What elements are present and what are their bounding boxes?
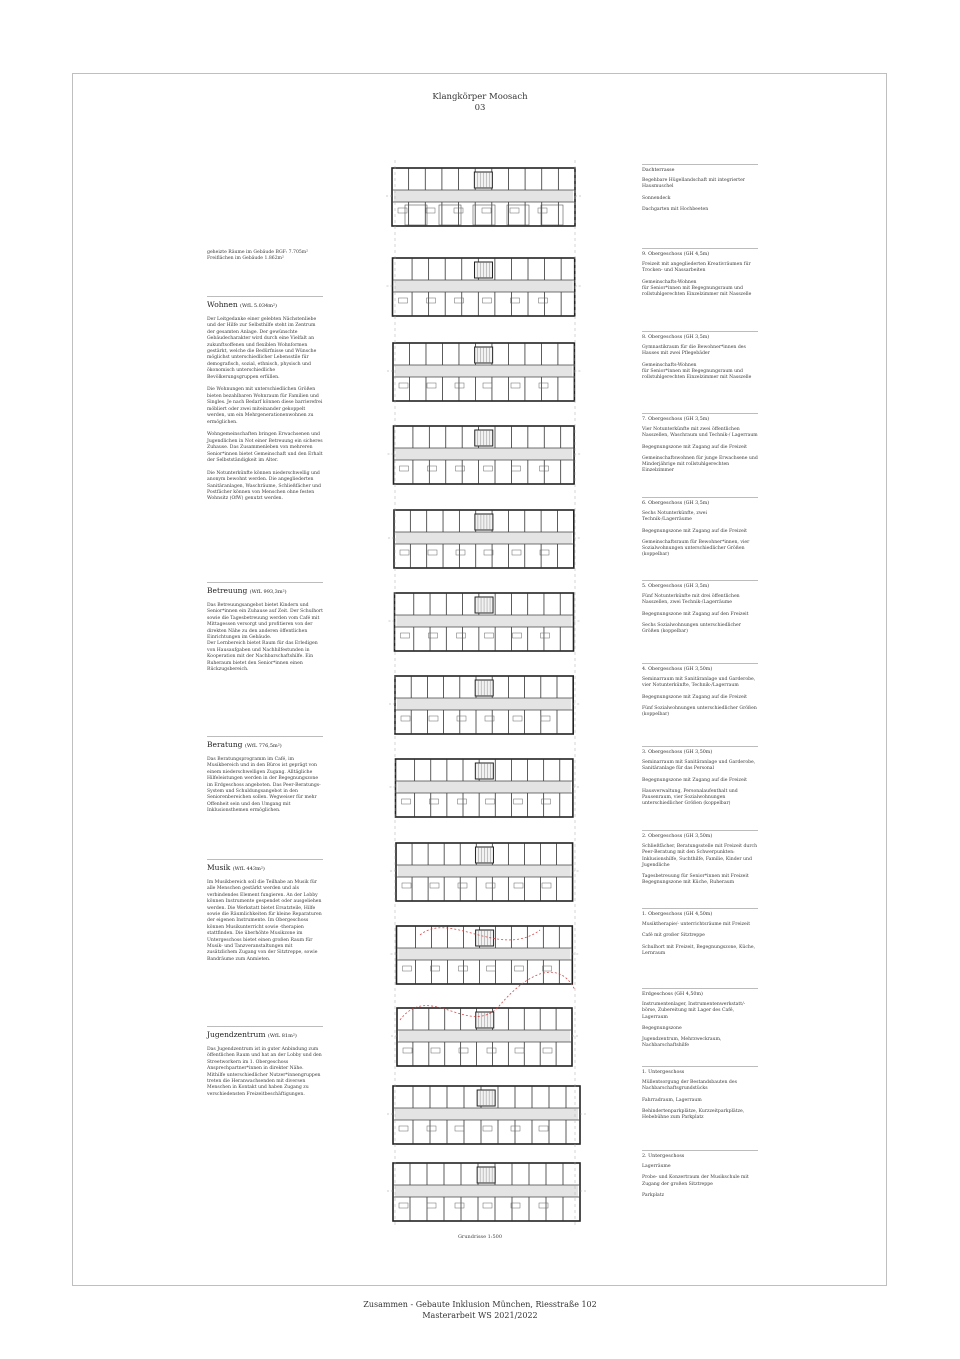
- floor-heading: 8. Obergeschoss (GH 3,5m): [642, 335, 710, 340]
- furniture: [429, 716, 438, 721]
- furniture: [538, 208, 547, 213]
- section-title: Beratung: [207, 740, 243, 749]
- floor-item: Probe- und Konzertraum der Musikschule mit Zugang der großen Sitztreppe: [642, 1175, 749, 1187]
- section-body: Das Jugendzentrum ist in guter Anbindung zum öffentlichen Raum und hat an der Lobby und den Streetworkern im 1. Obergeschoss Ansprechpartner*innen in direkter Nähe. Mithilfe unterschiedlicher Nutzer*innengruppen treten die Heranwachsenden mit diversen Menschen in Kontakt und haben Zugang zu verschiedensten Freizeitbeschäftigungen.: [207, 1047, 322, 1097]
- floor-item: Schließfächer, Beratungsstelle mit Freizeit durch Peer-Beratung mit den Schwerpunkten: Inklusionshilfe, Suchthilfe, Familie, Kinder und Jugendliche: [642, 844, 758, 868]
- furniture: [457, 633, 466, 638]
- furniture: [514, 883, 523, 888]
- furniture: [541, 716, 550, 721]
- floor-item: Begegnungszone mit Zugang auf die Freizeit: [642, 694, 747, 700]
- section-area: (WfL 81m²): [267, 1033, 297, 1039]
- floor-heading: 1. Untergeschoss: [642, 1070, 685, 1075]
- furniture: [400, 550, 409, 555]
- floor-plan-5-og: [389, 593, 580, 651]
- floor-plan-3-og: [390, 759, 579, 817]
- furniture: [427, 1203, 436, 1208]
- floor-item: Müllentsorgung der Bestandsbauten des Nachbarschaftsgrundstücks: [642, 1080, 737, 1092]
- furniture: [455, 1203, 464, 1208]
- furniture: [513, 633, 522, 638]
- circulation-zone: [399, 948, 571, 960]
- floor-item: Café mit großer Sitztreppe: [642, 933, 705, 939]
- floor-heading: 1. Obergeschoss (GH 4,50m): [642, 912, 713, 917]
- floor-heading: 6. Obergeschoss (GH 3,5m): [642, 501, 710, 506]
- floor-plan-6-og: [388, 510, 580, 568]
- furniture: [427, 383, 436, 388]
- floor-item: Sechs Sozialwohnungen unterschiedlicher Größen (koppelbar): [642, 622, 741, 635]
- floor-item: Gemeinschaftsraum für Bewohner*innen, vier Sozialwohnungen unterschiedlicher Größen (koppelbar): [642, 539, 750, 558]
- floor-item: Jugendzentrum, Mehrzweckraum, Nachbarschaftshilfe: [642, 1037, 722, 1049]
- floor-item: Begegnungszone mit Zugang auf den Freizeit: [642, 611, 749, 617]
- floor-plan-7-og: [388, 426, 581, 484]
- furniture: [399, 298, 408, 303]
- floor-item: Schulhort mit Freizeit, Begegnungszone, Küche, Lernraum: [642, 944, 756, 956]
- furniture: [511, 298, 520, 303]
- circulation-zone: [395, 280, 573, 292]
- furniture: [510, 208, 519, 213]
- floor-heading: 2. Untergeschoss: [642, 1154, 685, 1159]
- furniture: [428, 466, 437, 471]
- section-body: Das Betreuungsangebot bietet Kindern und Senior*innen ein Zuhause auf Zeit. Der Schulhort sowie die Tagesbetreuung werden vom Café mit Mittagessen versorgt und profitieren von der direkten Nähe zu den anderen öffentlichen Einrichtungen im Gebäude. Der Lernbereich bietet Raum für das Erledigen von Hausaufgaben und Nachhilfestunden in Kooperation mit der Nachbarschaftshilfe. Ein Ruheraum bietet den Senior*innen einen Rückzugsbereich.: [207, 603, 323, 673]
- floor-item: Gemeinschafts-Wohnen für Senior*innen mit Begegnungsraum und rollstuhlgerechten Einzelzimmer mit Nasszelle: [642, 362, 752, 381]
- furniture: [485, 716, 494, 721]
- furniture: [542, 883, 551, 888]
- section-area: (WfL 776,5m²): [244, 743, 282, 749]
- floor-item: Fahrradraum, Lagerraum: [642, 1097, 702, 1103]
- furniture: [398, 208, 407, 213]
- section-area: (WfL 993,3m²): [249, 589, 287, 595]
- circulation-zone: [396, 448, 573, 460]
- circulation-zone: [397, 615, 572, 627]
- furniture: [511, 1126, 520, 1131]
- furniture: [458, 799, 467, 804]
- furniture: [482, 208, 491, 213]
- floor-item: Vier Notunterkünfte mit zwei öffentlichen Nasszellen, Waschraum und Technik-/ Lagerraum: [642, 427, 758, 439]
- page-number: 03: [474, 103, 486, 113]
- furniture: [514, 799, 523, 804]
- furniture: [539, 1203, 548, 1208]
- footer: [0, 1300, 960, 1321]
- floor-item: Gemeinschaftswohnen für junge Erwachsene und Minderjährige mit rollstuhlgerechten Einzelzimmer: [642, 455, 758, 474]
- floor-item: Gymnastikraum für die Bewohner*innen des Hauses mit zwei Pflegebäder: [642, 345, 746, 357]
- furniture: [426, 208, 435, 213]
- circulation-zone: [395, 1108, 578, 1120]
- floor-plan-8-og: [387, 343, 580, 401]
- drawing-caption: Grundrisse 1:500: [457, 1234, 503, 1240]
- floor-plan-dachterrasse: [386, 168, 581, 226]
- floor-item: Begegnungszone: [642, 1025, 682, 1031]
- floor-item: Gemeinschafts-Wohnen für Senior*innen mit Begegnungsraum und rollstuhlgerechten Einzelzimmer mit Nasszelle: [642, 279, 752, 298]
- furniture: [483, 1126, 492, 1131]
- furniture: [487, 1048, 496, 1053]
- floor-item: Lagerräume: [642, 1164, 671, 1169]
- floor-item: Dachgarten mit Hochbeeten: [642, 206, 709, 212]
- furniture: [399, 1126, 408, 1131]
- furniture: [401, 633, 410, 638]
- floor-plan-1-ug: [387, 1086, 586, 1144]
- furniture: [399, 1203, 408, 1208]
- furniture: [403, 1048, 412, 1053]
- furniture: [487, 966, 496, 971]
- floor-item: Fünf Sozialwohnungen unterschiedlicher Größen (koppelbar): [642, 705, 757, 718]
- floor-item: Begegnungszone mit Zugang auf die Freizeit: [642, 444, 747, 450]
- floor-item: Begegnungszone mit Zugang auf die Freizeit: [642, 777, 747, 783]
- furniture: [515, 966, 524, 971]
- furniture: [427, 298, 436, 303]
- floor-item: Sechs Notunterkünfte, zwei Technik-/Lagerräume: [642, 511, 707, 523]
- furniture: [458, 883, 467, 888]
- furniture: [542, 799, 551, 804]
- furniture: [543, 966, 552, 971]
- floor-heading: 5. Obergeschoss (GH 3,5m): [642, 584, 710, 589]
- furniture: [539, 1126, 548, 1131]
- furniture: [511, 383, 520, 388]
- section-title: Wohnen: [207, 300, 238, 309]
- circulation-zone: [394, 190, 573, 202]
- section-title: Jugendzentrum: [207, 1030, 266, 1039]
- floor-item: Fünf Notunterkünfte mit drei öffentlichen Nasszellen, zwei Technik-/Lagerräume: [642, 594, 740, 606]
- furniture: [484, 466, 493, 471]
- project-title: Klangkörper Moosach: [432, 92, 528, 102]
- footer-project: Zusammen - Gebaute Inklusion München, Riesstraße 102: [363, 1300, 597, 1309]
- furniture: [483, 1203, 492, 1208]
- area-stats: geheizte Räume im Gebäude BGF: 7.705m² Freiflächen im Gebäude 1.862m²: [207, 250, 308, 262]
- circulation-zone: [395, 365, 572, 377]
- furniture: [456, 550, 465, 555]
- floor-plan-eg: [391, 1008, 578, 1066]
- furniture: [486, 799, 495, 804]
- furniture: [483, 383, 492, 388]
- floor-plan-4-og: [389, 676, 579, 734]
- furniture: [455, 1126, 464, 1131]
- furniture: [543, 1048, 552, 1053]
- furniture: [399, 383, 408, 388]
- furniture: [401, 716, 410, 721]
- circulation-zone: [397, 698, 571, 710]
- furniture: [457, 716, 466, 721]
- floor-item: Seminarraum mit Sanitäranlage und Garderobe, Sanitäranlage für das Personal: [642, 760, 756, 772]
- floor-item: Seminarraum mit Sanitäranlage und Garderobe, vier Notunterkünfte, Technik-/Lagerraum: [642, 677, 756, 689]
- furniture: [430, 883, 439, 888]
- floor-item: Behindertenparkplätze, Kurzzeitparkplätze, Hebebühne zum Parkplatz: [642, 1108, 745, 1121]
- floor-item: Begegnungszone mit Zugang auf die Freizeit: [642, 528, 747, 534]
- floor-plan-2-ug: [387, 1163, 586, 1221]
- furniture: [455, 383, 464, 388]
- furniture: [541, 633, 550, 638]
- floor-heading: 3. Obergeschoss (GH 3,50m): [642, 750, 713, 755]
- floor-item: Hausverwaltung, Personalaufenthalt und Pausenraum, vier Sozialwohnungen unterschiedlicher Größen (koppelbar): [642, 788, 738, 807]
- section-body: Der Leitgedanke einer gelebten Nächstenliebe und der Hilfe zur Selbsthilfe steht im Zentrum der gesamten Anlage. Der gewünschte Gebäudecharakter wird durch eine Vielfalt an zukunftsoffenen und flexiblen Wohnformen gestärkt, welche die Bedürfnisse und Wünsche möglichst unterschiedlicher Lebensstile für demografisch, sozial, ethnisch, physisch und ökonomisch unterschiedliche Bevölkerungsgruppen erfüllen. Die Wohnungen mit unterschiedlichen Größen bieten bezahlbaren Wohnraum für Familien und Singles. Je nach Bedarf können diese barrierefrei möbliert oder zwei miteinander gekoppelt werden, um ein Mehrgenerationenwohnen zu ermöglichen. Wohngemeinschaften bringen Erwachsenen und Jugendlichen in Not einer Betreuung ein sicheres Zuhause. Das Zusammenleben von mehreren Senior*innen bietet Gemeinschaft und den Erhalt der Selbstständigkeit im Alter. Die Notunterkünfte können niederschwellig und anonym bewohnt werden. Die angegliederten Sanitäranlagen, Waschräume, Schließfächer und Postfächer können von Menschen ohne festen Wohnsitz (OfW) genutzt werden.: [207, 317, 323, 502]
- floor-plan-1-og: [391, 926, 579, 984]
- furniture: [431, 1048, 440, 1053]
- circulation-zone: [396, 532, 572, 544]
- furniture: [485, 633, 494, 638]
- section-body: Im Musikbereich soll die Teilhabe an Musik für alle Menschen gestärkt werden und als verbindendes Element fungieren. An der Lobby können Instrumente gespendet oder ausgeliehen werden. Die Werkstatt bietet Ersatzteile, Hilfe sowie die Räumlichkeiten für kleine Reparaturen der eigenen Instrumente. Im Obergeschoss können Musikunterricht sowie -therapien stattfinden. Die überhöhte Musikzone im Untergeschoss bietet einen großen Raum für Musik- und Tanzveranstaltungen mit zusätzlichem Zugang von der Sitztreppe, sowie Bandräume zum Anmieten.: [207, 880, 322, 962]
- furniture: [539, 298, 548, 303]
- section-body: Das Beratungsprogramm im Café, im Musikbereich und in den Büros ist geprägt von einem niederschwelligen Zugang. Alltägliche Hilfeleistungen werden in der Begegnungszone im Erdgeschoss angeboten. Das Peer-Beratungs-System und Schuldungsangebot in den Seniorenbereichen sollen. Wegweiser für mehr Offenheit sein und den Umgang mit Inklusionsthemen ermöglichen.: [207, 757, 321, 814]
- furniture: [400, 466, 409, 471]
- floor-item: Musiktherapie/- unterrichtsräume mit Freizeit: [642, 922, 751, 927]
- floor-heading: 9. Obergeschoss (GH 4,5m): [642, 252, 710, 257]
- furniture: [486, 883, 495, 888]
- section-title: Betreuung: [207, 586, 248, 595]
- floor-heading: 7. Obergeschoss (GH 3,5m): [642, 417, 710, 422]
- furniture: [428, 550, 437, 555]
- section-area: (WfL 443m²): [232, 866, 265, 872]
- floor-plan-9-og: [387, 258, 581, 316]
- floor-item: Begehbare Hügellandschaft mit integrierter Hausmuschel: [642, 178, 746, 190]
- section-title: Musik: [207, 863, 231, 872]
- floor-heading: Dachterrasse: [642, 168, 675, 173]
- furniture: [483, 298, 492, 303]
- floor-plan-2-og: [390, 843, 579, 901]
- footer-thesis: Masterarbeit WS 2021/2022: [422, 1310, 538, 1320]
- circulation-zone: [398, 781, 571, 793]
- furniture: [402, 883, 411, 888]
- circulation-zone: [399, 1030, 570, 1042]
- floor-item: Freizeit mit angegliederten Kreativräumen für Trocken- und Nassarbeiten: [642, 262, 751, 274]
- furniture: [427, 1126, 436, 1131]
- floor-item: Tagesbetreuung für Senior*innen mit Freizeit Begegnungszone mit Küche, Ruheraum: [642, 874, 749, 886]
- furniture: [512, 466, 521, 471]
- furniture: [512, 550, 521, 555]
- floor-item: Parkplatz: [642, 1192, 665, 1198]
- furniture: [456, 466, 465, 471]
- section-area: (WfL 5.034m²): [240, 303, 277, 309]
- circulation-zone: [398, 865, 571, 877]
- floor-item: Instrumentenlager, Instrumentenwerkstatt/-börse, Zubereitung mit Lager des Café, Lagerraum: [642, 1002, 746, 1020]
- furniture: [513, 716, 522, 721]
- furniture: [515, 1048, 524, 1053]
- furniture: [539, 383, 548, 388]
- floor-item: Sonnendeck: [642, 195, 671, 201]
- furniture: [402, 799, 411, 804]
- furniture: [403, 966, 412, 971]
- floor-heading: Erdgeschoss (GH 4,50m): [642, 992, 703, 997]
- circulation-zone: [395, 1185, 578, 1197]
- floor-heading: 2. Obergeschoss (GH 3,50m): [642, 834, 713, 839]
- furniture: [484, 550, 493, 555]
- floor-heading: 4. Obergeschoss (GH 3,50m): [642, 667, 713, 672]
- furniture: [459, 966, 468, 971]
